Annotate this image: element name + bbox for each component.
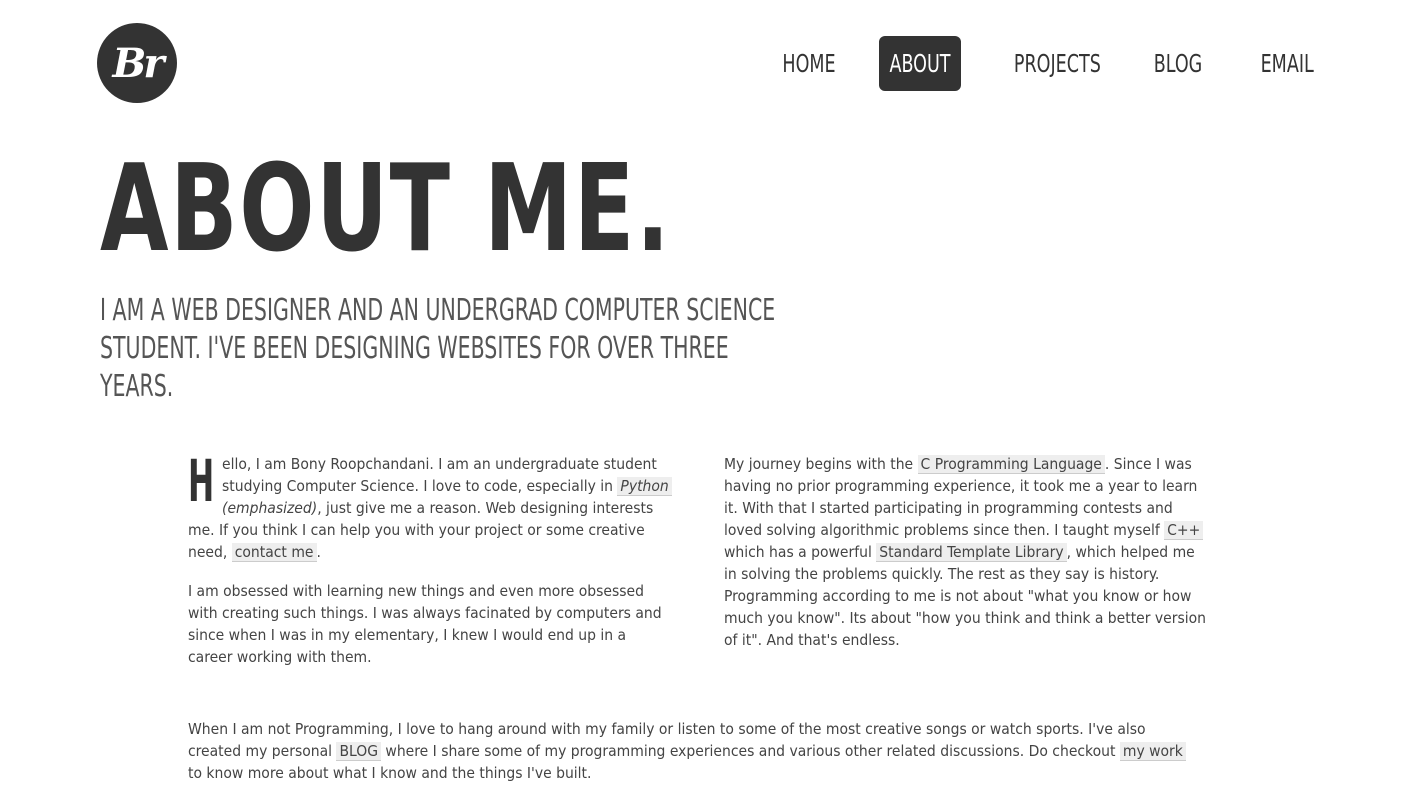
- c-language-link[interactable]: C Programming Language: [918, 455, 1105, 474]
- outro-paragraph: When I am not Programming, I love to hang around with my family or listen to some of the most creative songs or watch sports. I've also created my personal BLOG where I share some of my programming experiences and various other related discussions. Do checkout my work to know more about what I know and the things I've built.: [188, 718, 1198, 784]
- page-title: ABOUT ME.: [100, 140, 672, 279]
- nav-about[interactable]: ABOUT: [889, 49, 951, 78]
- journey-paragraph: My journey begins with the C Programming Language . Since I was having no prior programming experience, it took me a year to learn it. With that I started participating in programming contests and loved solving algorithmic problems since then. I taught myself C++ which has a powerful Standard Template Library , which helped me in solving the problems quickly. The rest as they say is history. Programming according to me is not about "what you know or how much you know". Its about "how you think and think a better version of it". And that's endless.: [724, 455, 1206, 649]
- obsessed-paragraph: I am obsessed with learning new things and even more obsessed with creating such things. I was always facinated by computers and since when I was in my elementary, I knew I would end up in a career working with them.: [188, 582, 662, 666]
- python-link[interactable]: Python: [617, 477, 671, 496]
- intro-paragraph: Hello, I am Bony Roopchandani. I am an undergraduate student studying Computer Science. I love to code, especially in Python (emphasized), just give me a reason. Web designing interests me. If you think I can help you with your project or some creative need, contact me .: [188, 453, 673, 563]
- main-nav: [0, 36, 1421, 91]
- nav-projects[interactable]: PROJECTS: [1013, 49, 1101, 78]
- my-work-link[interactable]: my work: [1120, 742, 1186, 761]
- logo-text: Br: [112, 39, 162, 87]
- nav-email[interactable]: EMAIL: [1260, 49, 1314, 78]
- nav-blog[interactable]: BLOG: [1153, 49, 1203, 78]
- page-subtitle: I AM A WEB DESIGNER AND AN UNDERGRAD COMPUTER SCIENCE STUDENT. I'VE BEEN DESIGNING WEBSITES FOR OVER THREE YEARS.: [100, 293, 776, 404]
- contact-me-link[interactable]: contact me: [232, 543, 317, 562]
- nav-home[interactable]: HOME: [782, 49, 836, 78]
- stl-link[interactable]: Standard Template Library: [876, 543, 1066, 562]
- dropcap: H: [188, 447, 215, 515]
- cpp-link[interactable]: C++: [1164, 521, 1203, 540]
- blog-link[interactable]: BLOG: [336, 742, 381, 761]
- emphasized-text: (emphasized): [222, 499, 318, 517]
